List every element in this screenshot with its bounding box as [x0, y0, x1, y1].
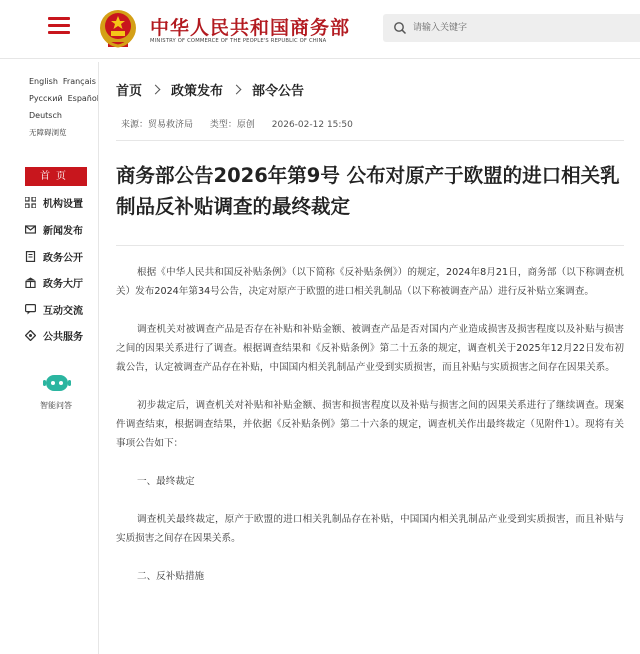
sidebar-item-public[interactable]	[25, 247, 83, 265]
lang-german[interactable]: Deutsch	[29, 111, 62, 120]
national-emblem-icon	[98, 8, 138, 50]
article-paragraph: 调查机关最终裁定，原产于欧盟的进口相关乳制品存在补贴，中国国内相关乳制品产业受到实质损害，而且补贴与实质损害之间存在因果关系。	[116, 514, 624, 544]
org-chart-icon	[25, 197, 36, 208]
sidebar-item-label: 政务大厅	[43, 278, 83, 290]
lang-french[interactable]: Français	[62, 77, 96, 86]
article-paragraph: 根据《中华人民共和国反补贴条例》（以下简称《反补贴条例》）的规定，2024年8月21日，商务部（以下称调查机关）发布2024年第34号公告，决定对原产于欧盟的进口相关乳制品（以下称被调查产品）进行反补贴立案调查。	[116, 267, 624, 297]
sidebar-item-news[interactable]	[25, 220, 83, 238]
service-icon	[25, 330, 36, 341]
breadcrumb-announcements[interactable]: 部令公告	[252, 84, 305, 99]
sidebar-item-label: 机构设置	[43, 198, 83, 210]
language-row-1	[29, 77, 101, 86]
title-divider	[116, 245, 624, 246]
article-paragraph: 初步裁定后，调查机关对补贴和补贴金额、损害和损害程度以及补贴与损害之间的因果关系进行了继续调查。现案件调查结束，根据调查结果，并依据《反补贴条例》第二十六条的规定，调查机关作出最终裁定（见附件1）。现将有关事项公告如下：	[116, 400, 624, 449]
search-box	[383, 14, 640, 42]
accessibility-link[interactable]: 无障碍浏览	[29, 128, 67, 137]
site-header	[0, 0, 640, 56]
search-icon[interactable]	[393, 21, 407, 35]
article-type: 类型：原创	[209, 120, 255, 130]
lang-russian[interactable]: Русский	[29, 94, 63, 103]
article-meta	[121, 117, 367, 130]
site-subtitle: MINISTRY OF COMMERCE OF THE PEOPLE'S REPUBLIC OF CHINA	[150, 38, 327, 44]
sidebar-item-interact[interactable]	[25, 300, 83, 318]
sidebar-item-org[interactable]	[25, 193, 83, 211]
breadcrumb-policy[interactable]: 政策发布	[171, 84, 224, 99]
left-sidebar	[0, 59, 98, 654]
chatbot-label[interactable]: 智能问答	[40, 401, 72, 410]
language-row-3	[29, 111, 67, 120]
sidebar-home-button[interactable]: 首页	[25, 167, 87, 186]
article-date: 2026-02-12 15:50	[271, 120, 353, 130]
menu-icon[interactable]	[48, 17, 70, 35]
chatbot-icon[interactable]	[42, 372, 72, 394]
chevron-right-icon	[151, 85, 161, 95]
sidebar-item-label: 新闻发布	[43, 225, 83, 237]
search-input[interactable]	[413, 19, 623, 37]
meta-divider	[116, 140, 624, 141]
chat-icon	[25, 304, 36, 315]
sidebar-item-label: 互动交流	[43, 305, 83, 317]
language-row-2	[29, 94, 104, 103]
sidebar-item-service[interactable]	[25, 326, 83, 344]
article-section-heading: 一、最终裁定	[137, 476, 195, 487]
article-source: 来源：贸易救济局	[121, 120, 194, 130]
breadcrumb	[116, 80, 304, 99]
article-section-heading: 二、反补贴措施	[137, 571, 205, 582]
sidebar-item-hall[interactable]	[25, 273, 83, 291]
building-icon	[25, 277, 36, 288]
lang-english[interactable]: English	[29, 77, 58, 86]
chevron-right-icon	[232, 85, 242, 95]
breadcrumb-home[interactable]: 首页	[116, 84, 143, 99]
lang-spanish[interactable]: Español	[67, 94, 99, 103]
sidebar-item-label: 政务公开	[43, 252, 83, 264]
sidebar-item-label: 公共服务	[43, 331, 83, 343]
article-body	[116, 263, 624, 605]
mail-icon	[25, 224, 36, 235]
document-icon	[25, 251, 36, 262]
article-title: 商务部公告2026年第9号 公布对原产于欧盟的进口相关乳制品反补贴调查的最终裁定	[116, 164, 620, 218]
site-name[interactable]: 中华人民共和国商务部	[150, 17, 351, 39]
article-paragraph: 调查机关对被调查产品是否存在补贴和补贴金额、被调查产品是否对国内产业造成损害及损害程度以及补贴与损害之间的因果关系进行了调查。根据调查结果和《反补贴条例》第二十五条的规定，调查机关于2025年12月22日发布初裁公告，认定被调查产品存在补贴，中国国内相关乳制品产业受到实质损害，而且补贴与实质损害之间存在因果关系。	[116, 324, 624, 373]
main-content	[98, 62, 640, 654]
